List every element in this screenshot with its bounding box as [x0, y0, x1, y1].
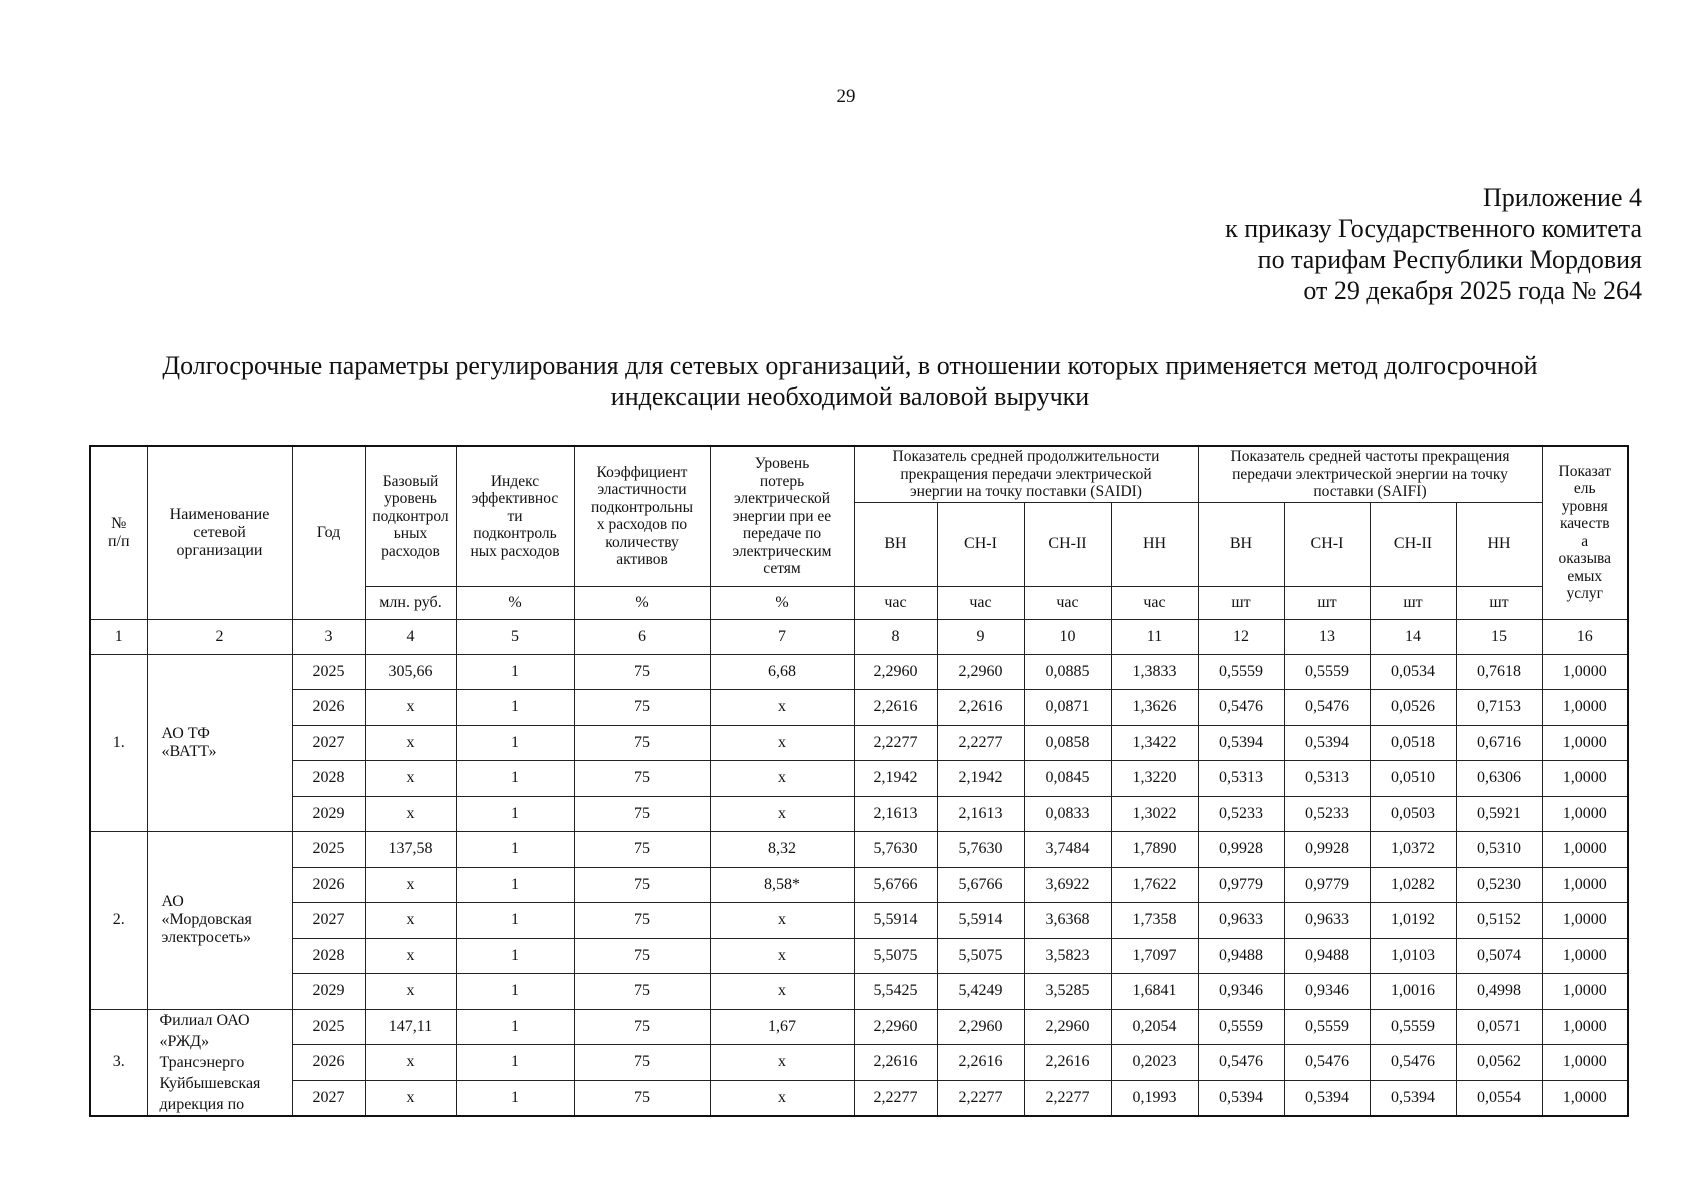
- value-cell: 1,67: [710, 1009, 854, 1045]
- table-row: [90, 1080, 1628, 1116]
- value-cell: 75: [574, 938, 710, 974]
- column-number: 1: [90, 619, 147, 654]
- value-cell: 2,2277: [854, 1080, 937, 1116]
- value-cell: х: [365, 690, 456, 726]
- value-cell: 0,9633: [1284, 903, 1370, 939]
- value-cell: 0,0518: [1370, 725, 1456, 761]
- value-cell: 3,7484: [1024, 832, 1111, 868]
- value-cell: 75: [574, 1009, 710, 1045]
- column-number: 6: [574, 619, 710, 654]
- value-cell: 8,32: [710, 832, 854, 868]
- value-cell: 1: [456, 761, 574, 797]
- value-cell: 1,0372: [1370, 832, 1456, 868]
- value-cell: 0,1993: [1111, 1080, 1198, 1116]
- value-cell: 0,0562: [1456, 1045, 1542, 1081]
- value-cell: 147,11: [365, 1009, 456, 1045]
- table-row: [90, 725, 1628, 761]
- value-cell: х: [365, 796, 456, 832]
- header-voltage-нн: НН: [1456, 502, 1542, 586]
- header-voltage-сн-i: СН-I: [1284, 502, 1370, 586]
- page-number: 29: [836, 86, 856, 107]
- value-cell: 2,2960: [1024, 1009, 1111, 1045]
- value-cell: х: [365, 1080, 456, 1116]
- year-cell: 2027: [292, 1080, 365, 1116]
- value-cell: 2,2960: [937, 654, 1024, 690]
- header-base-level: Базовый уровень подконтрол ьных расходов: [365, 446, 456, 586]
- value-cell: 1,0000: [1542, 1045, 1628, 1081]
- table-row: [90, 1045, 1628, 1081]
- value-cell: 0,7618: [1456, 654, 1542, 690]
- value-cell: 2,2616: [1024, 1045, 1111, 1081]
- value-cell: х: [365, 938, 456, 974]
- value-cell: 75: [574, 1045, 710, 1081]
- year-cell: 2027: [292, 725, 365, 761]
- value-cell: 1,0000: [1542, 974, 1628, 1010]
- value-cell: 1,3833: [1111, 654, 1198, 690]
- value-cell: 75: [574, 974, 710, 1010]
- column-number: 8: [854, 619, 937, 654]
- unit-saifi: шт: [1284, 586, 1370, 619]
- value-cell: 1,7890: [1111, 832, 1198, 868]
- org-name: Филиал ОАО «РЖД» Трансэнерго Куйбышевская дирекция по: [147, 1009, 292, 1116]
- value-cell: 3,5823: [1024, 938, 1111, 974]
- value-cell: 2,1942: [937, 761, 1024, 797]
- value-cell: 5,6766: [937, 867, 1024, 903]
- value-cell: х: [365, 1045, 456, 1081]
- value-cell: 5,4249: [937, 974, 1024, 1010]
- value-cell: 2,2616: [854, 1045, 937, 1081]
- header-saifi: Показатель средней частоты прекращения передачи электрической энергии на точку поставки (SAIFI): [1198, 446, 1542, 502]
- value-cell: 2,2277: [1024, 1080, 1111, 1116]
- value-cell: 0,0571: [1456, 1009, 1542, 1045]
- value-cell: 2,2960: [854, 654, 937, 690]
- value-cell: 1,7097: [1111, 938, 1198, 974]
- value-cell: х: [710, 903, 854, 939]
- value-cell: 5,7630: [937, 832, 1024, 868]
- value-cell: 2,2616: [937, 690, 1024, 726]
- value-cell: 1,6841: [1111, 974, 1198, 1010]
- value-cell: 75: [574, 690, 710, 726]
- value-cell: 0,5476: [1198, 690, 1284, 726]
- value-cell: 0,9928: [1284, 832, 1370, 868]
- value-cell: 0,0526: [1370, 690, 1456, 726]
- value-cell: 5,7630: [854, 832, 937, 868]
- value-cell: 0,0871: [1024, 690, 1111, 726]
- value-cell: 75: [574, 761, 710, 797]
- value-cell: 0,5476: [1284, 690, 1370, 726]
- value-cell: 137,58: [365, 832, 456, 868]
- column-number: 16: [1542, 619, 1628, 654]
- value-cell: 0,5152: [1456, 903, 1542, 939]
- unit-saidi: час: [937, 586, 1024, 619]
- value-cell: 1,0000: [1542, 832, 1628, 868]
- value-cell: х: [365, 903, 456, 939]
- table-row: [90, 974, 1628, 1010]
- header-elasticity-coef: Коэффициент эластичности подконтрольны х расходов по количеству активов: [574, 446, 710, 586]
- value-cell: 75: [574, 832, 710, 868]
- appendix-line: от 29 декабря 2025 года № 264: [1303, 276, 1642, 305]
- value-cell: 0,9488: [1198, 938, 1284, 974]
- value-cell: 0,5559: [1198, 654, 1284, 690]
- value-cell: 1,0000: [1542, 725, 1628, 761]
- value-cell: 5,5914: [937, 903, 1024, 939]
- year-cell: 2025: [292, 654, 365, 690]
- year-cell: 2025: [292, 832, 365, 868]
- value-cell: 0,0554: [1456, 1080, 1542, 1116]
- value-cell: х: [710, 1045, 854, 1081]
- value-cell: 2,2616: [854, 690, 937, 726]
- header-voltage-нн: НН: [1111, 502, 1198, 586]
- column-number: 4: [365, 619, 456, 654]
- value-cell: 1,0103: [1370, 938, 1456, 974]
- column-number: 3: [292, 619, 365, 654]
- table-row: [90, 654, 1628, 690]
- value-cell: 1,0000: [1542, 903, 1628, 939]
- year-cell: 2027: [292, 903, 365, 939]
- value-cell: х: [365, 761, 456, 797]
- org-number: 1.: [90, 654, 147, 832]
- value-cell: 0,9928: [1198, 832, 1284, 868]
- value-cell: 1,3022: [1111, 796, 1198, 832]
- value-cell: 0,9779: [1198, 867, 1284, 903]
- value-cell: 0,5310: [1456, 832, 1542, 868]
- value-cell: 6,68: [710, 654, 854, 690]
- value-cell: 1,0000: [1542, 690, 1628, 726]
- value-cell: х: [710, 725, 854, 761]
- header-year: Год: [292, 446, 365, 619]
- appendix-line: Приложение 4: [1482, 183, 1642, 212]
- value-cell: 0,6716: [1456, 725, 1542, 761]
- appendix-line: по тарифам Республики Мордовия: [1257, 245, 1642, 274]
- value-cell: 1,0000: [1542, 761, 1628, 797]
- value-cell: 8,58*: [710, 867, 854, 903]
- value-cell: 0,5313: [1284, 761, 1370, 797]
- appendix-heading: [1225, 182, 1642, 306]
- value-cell: 0,0503: [1370, 796, 1456, 832]
- value-cell: 0,0510: [1370, 761, 1456, 797]
- value-cell: 0,0845: [1024, 761, 1111, 797]
- value-cell: 0,9633: [1198, 903, 1284, 939]
- value-cell: х: [710, 761, 854, 797]
- unit-saidi: час: [854, 586, 937, 619]
- table-row: [90, 761, 1628, 797]
- value-cell: 5,6766: [854, 867, 937, 903]
- value-cell: 0,5394: [1370, 1080, 1456, 1116]
- value-cell: 1: [456, 796, 574, 832]
- value-cell: 1: [456, 867, 574, 903]
- header-voltage-сн-i: СН-I: [937, 502, 1024, 586]
- value-cell: 0,4998: [1456, 974, 1542, 1010]
- value-cell: 2,2616: [937, 1045, 1024, 1081]
- value-cell: 2,2277: [937, 725, 1024, 761]
- table-row: [90, 867, 1628, 903]
- value-cell: 0,0885: [1024, 654, 1111, 690]
- value-cell: 2,2960: [937, 1009, 1024, 1045]
- value-cell: 1: [456, 938, 574, 974]
- value-cell: 1,3220: [1111, 761, 1198, 797]
- appendix-line: к приказу Государственного комитета: [1225, 214, 1642, 243]
- value-cell: 5,5914: [854, 903, 937, 939]
- value-cell: 1: [456, 832, 574, 868]
- value-cell: 1,0000: [1542, 1080, 1628, 1116]
- value-cell: 5,5075: [854, 938, 937, 974]
- header-num: № п/п: [90, 446, 147, 619]
- value-cell: 5,5425: [854, 974, 937, 1010]
- document-title-line: Долгосрочные параметры регулирования для сетевых организаций, в отношении которых применяется метод долгосрочной: [162, 351, 1538, 380]
- value-cell: 75: [574, 725, 710, 761]
- value-cell: 1: [456, 1009, 574, 1045]
- value-cell: 0,5476: [1284, 1045, 1370, 1081]
- value-cell: 0,2023: [1111, 1045, 1198, 1081]
- value-cell: 1: [456, 1045, 574, 1081]
- unit-saifi: шт: [1198, 586, 1284, 619]
- value-cell: 1,7622: [1111, 867, 1198, 903]
- table-row: [90, 832, 1628, 868]
- value-cell: 75: [574, 796, 710, 832]
- year-cell: 2028: [292, 761, 365, 797]
- header-saidi: Показатель средней продолжительности прекращения передачи электрической энергии на точку поставки (SAIDI): [854, 446, 1198, 502]
- value-cell: 0,9346: [1284, 974, 1370, 1010]
- value-cell: 3,6922: [1024, 867, 1111, 903]
- value-cell: 305,66: [365, 654, 456, 690]
- unit-saifi: шт: [1456, 586, 1542, 619]
- column-number: 15: [1456, 619, 1542, 654]
- value-cell: 0,2054: [1111, 1009, 1198, 1045]
- value-cell: 0,9779: [1284, 867, 1370, 903]
- table-row: [90, 796, 1628, 832]
- value-cell: 1: [456, 725, 574, 761]
- value-cell: 2,2960: [854, 1009, 937, 1045]
- value-cell: 0,5394: [1284, 725, 1370, 761]
- value-cell: 75: [574, 867, 710, 903]
- unit-base: млн. руб.: [365, 586, 456, 619]
- year-cell: 2026: [292, 690, 365, 726]
- value-cell: 0,0858: [1024, 725, 1111, 761]
- value-cell: 1,0000: [1542, 654, 1628, 690]
- header-quality: Показат ель уровня качеств а оказыва емых услуг: [1542, 446, 1628, 619]
- value-cell: 0,5559: [1284, 1009, 1370, 1045]
- value-cell: 3,6368: [1024, 903, 1111, 939]
- year-cell: 2028: [292, 938, 365, 974]
- header-loss-level: Уровень потерь электрической энергии при ее передаче по электрическим сетям: [710, 446, 854, 586]
- unit-saifi: шт: [1370, 586, 1456, 619]
- parameters-table: [89, 445, 1629, 1117]
- value-cell: 1: [456, 654, 574, 690]
- column-number: 10: [1024, 619, 1111, 654]
- unit-coef: %: [574, 586, 710, 619]
- value-cell: х: [710, 974, 854, 1010]
- value-cell: 1,0282: [1370, 867, 1456, 903]
- value-cell: 75: [574, 654, 710, 690]
- unit-saidi: час: [1024, 586, 1111, 619]
- table-row: [90, 1009, 1628, 1045]
- value-cell: 0,5230: [1456, 867, 1542, 903]
- value-cell: 0,5233: [1284, 796, 1370, 832]
- year-cell: 2025: [292, 1009, 365, 1045]
- value-cell: 0,5394: [1198, 1080, 1284, 1116]
- header-organization: Наименование сетевой организации: [147, 446, 292, 619]
- table-row: [90, 903, 1628, 939]
- value-cell: 1: [456, 690, 574, 726]
- value-cell: 0,5394: [1198, 725, 1284, 761]
- value-cell: 1,7358: [1111, 903, 1198, 939]
- value-cell: 0,9488: [1284, 938, 1370, 974]
- value-cell: 0,7153: [1456, 690, 1542, 726]
- unit-index: %: [456, 586, 574, 619]
- org-number: 3.: [90, 1009, 147, 1116]
- value-cell: 75: [574, 903, 710, 939]
- column-number: 14: [1370, 619, 1456, 654]
- column-number: 9: [937, 619, 1024, 654]
- value-cell: х: [710, 938, 854, 974]
- year-cell: 2026: [292, 1045, 365, 1081]
- column-number: 5: [456, 619, 574, 654]
- value-cell: 0,0833: [1024, 796, 1111, 832]
- year-cell: 2029: [292, 796, 365, 832]
- table-row: [90, 690, 1628, 726]
- header-efficiency-index: Индекс эффективнос ти подконтроль ных расходов: [456, 446, 574, 586]
- value-cell: 2,1613: [937, 796, 1024, 832]
- value-cell: 1,0192: [1370, 903, 1456, 939]
- value-cell: 1: [456, 903, 574, 939]
- value-cell: 1,3626: [1111, 690, 1198, 726]
- org-name: АО «Мордовская электросеть»: [147, 832, 292, 1010]
- document-title-line: индексации необходимой валовой выручки: [610, 382, 1090, 411]
- value-cell: 3,5285: [1024, 974, 1111, 1010]
- value-cell: х: [365, 725, 456, 761]
- value-cell: 1,0016: [1370, 974, 1456, 1010]
- value-cell: 0,5921: [1456, 796, 1542, 832]
- document-title: [100, 350, 1600, 412]
- table-row: [90, 938, 1628, 974]
- value-cell: х: [710, 796, 854, 832]
- value-cell: 0,5559: [1198, 1009, 1284, 1045]
- value-cell: х: [365, 867, 456, 903]
- value-cell: 2,2277: [937, 1080, 1024, 1116]
- column-number: 12: [1198, 619, 1284, 654]
- value-cell: 0,5559: [1370, 1009, 1456, 1045]
- column-number: 2: [147, 619, 292, 654]
- value-cell: 1: [456, 1080, 574, 1116]
- value-cell: 2,2277: [854, 725, 937, 761]
- value-cell: х: [710, 690, 854, 726]
- unit-saidi: час: [1111, 586, 1198, 619]
- value-cell: 0,0534: [1370, 654, 1456, 690]
- unit-loss: %: [710, 586, 854, 619]
- value-cell: 0,5476: [1370, 1045, 1456, 1081]
- header-voltage-сн-ii: СН-II: [1024, 502, 1111, 586]
- value-cell: 1,0000: [1542, 867, 1628, 903]
- header-voltage-вн: ВН: [1198, 502, 1284, 586]
- value-cell: 0,5559: [1284, 654, 1370, 690]
- value-cell: 0,5074: [1456, 938, 1542, 974]
- value-cell: 1,0000: [1542, 1009, 1628, 1045]
- value-cell: 0,5233: [1198, 796, 1284, 832]
- column-number: 11: [1111, 619, 1198, 654]
- value-cell: 0,5476: [1198, 1045, 1284, 1081]
- value-cell: 1,0000: [1542, 796, 1628, 832]
- year-cell: 2026: [292, 867, 365, 903]
- year-cell: 2029: [292, 974, 365, 1010]
- value-cell: 5,5075: [937, 938, 1024, 974]
- column-number: 7: [710, 619, 854, 654]
- column-number: 13: [1284, 619, 1370, 654]
- value-cell: 1,0000: [1542, 938, 1628, 974]
- value-cell: 0,5313: [1198, 761, 1284, 797]
- value-cell: 1: [456, 974, 574, 1010]
- value-cell: 0,5394: [1284, 1080, 1370, 1116]
- value-cell: 2,1613: [854, 796, 937, 832]
- value-cell: х: [365, 974, 456, 1010]
- value-cell: 0,6306: [1456, 761, 1542, 797]
- value-cell: 75: [574, 1080, 710, 1116]
- value-cell: 1,3422: [1111, 725, 1198, 761]
- org-number: 2.: [90, 832, 147, 1010]
- header-voltage-сн-ii: СН-II: [1370, 502, 1456, 586]
- org-name: АО ТФ «ВАТТ»: [147, 654, 292, 832]
- value-cell: 0,9346: [1198, 974, 1284, 1010]
- header-voltage-вн: ВН: [854, 502, 937, 586]
- value-cell: 2,1942: [854, 761, 937, 797]
- value-cell: х: [710, 1080, 854, 1116]
